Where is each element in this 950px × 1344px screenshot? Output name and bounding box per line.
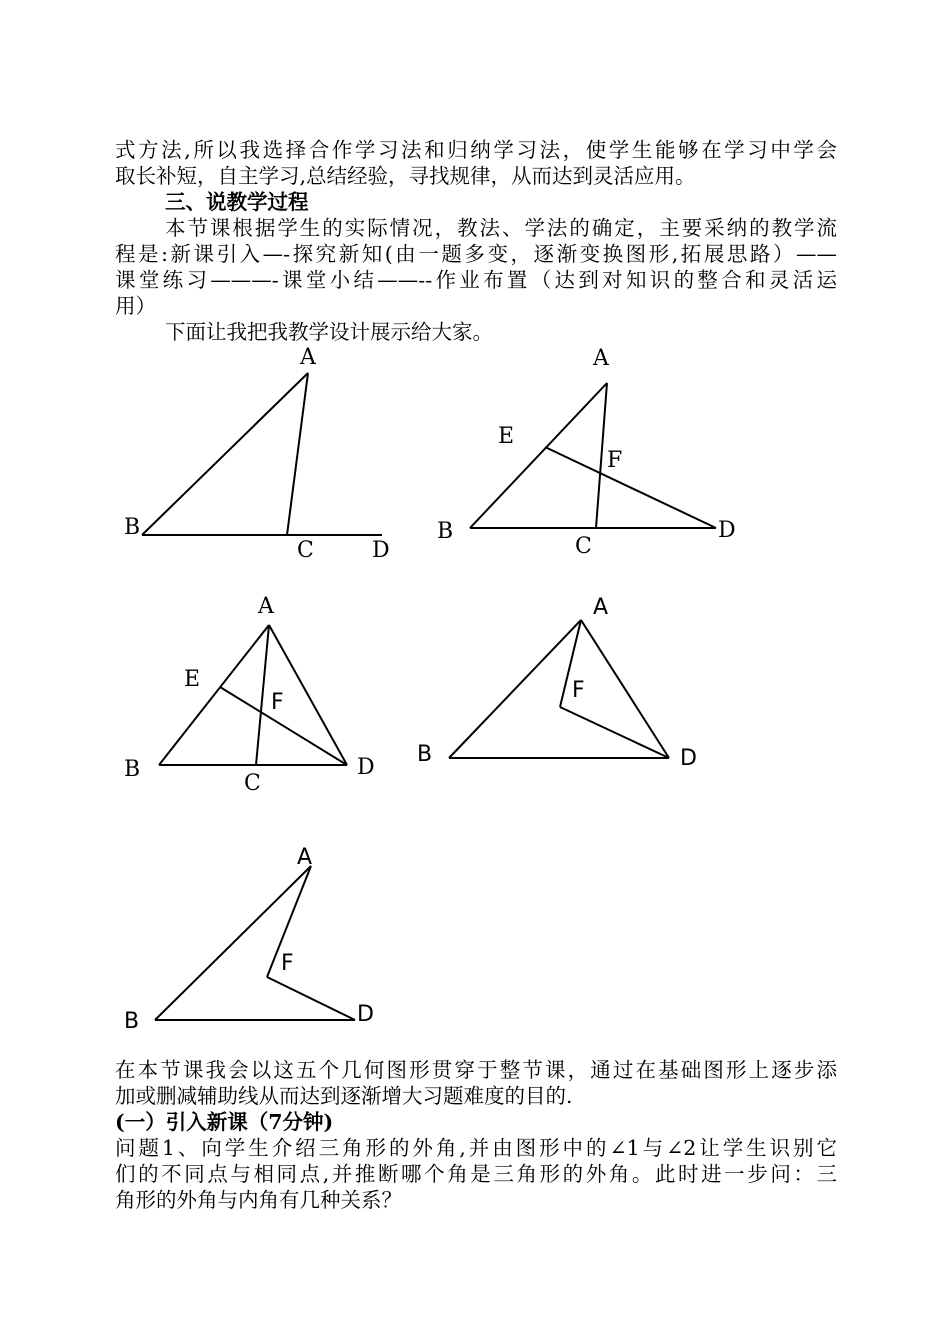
- process-line-3: 课堂练习———-课堂小结——-‑作业布置（达到对知识的整合和灵活运: [115, 268, 837, 292]
- fig2-label-a: A: [593, 346, 609, 371]
- fig1-label-a: A: [300, 345, 316, 370]
- subsection-heading: (一）引入新课（7分钟): [115, 1110, 334, 1134]
- fig3-label-a: A: [258, 594, 274, 619]
- section-heading: 三、说教学过程: [165, 190, 309, 214]
- fig4-label-b: B: [417, 742, 433, 767]
- fig2-line-ac: [596, 383, 607, 528]
- figure-2: [437, 346, 736, 559]
- fig5-label-d: D: [357, 1002, 374, 1027]
- fig5-line-fd: [267, 977, 355, 1020]
- fig1-label-b: B: [124, 515, 141, 540]
- fig5-label-f: F: [281, 951, 294, 976]
- fig1-line-ab: [142, 373, 308, 535]
- fig1-label-d: D: [372, 538, 390, 563]
- question-line-3: 角形的外角与内角有几种关系？: [115, 1188, 402, 1212]
- question-line-1: 问题1、向学生介绍三角形的外角,并由图形中的∠1与∠2让学生识别它: [115, 1136, 837, 1160]
- fig2-label-e: E: [498, 424, 515, 449]
- fig3-label-e: E: [184, 667, 201, 692]
- fig4-line-ab: [449, 620, 581, 758]
- show-design-line: 下面让我把我教学设计展示给大家。: [165, 320, 493, 344]
- fig2-line-ed: [545, 447, 716, 528]
- fig4-label-a: A: [593, 595, 609, 620]
- fig1-label-c: C: [297, 538, 314, 563]
- fig2-label-f: F: [607, 448, 623, 473]
- intro-line-1: 式方法,所以我选择合作学习法和归纳学习法，使学生能够在学习中学会: [115, 138, 837, 162]
- fig4-label-f: F: [572, 678, 585, 703]
- fig1-line-ac: [287, 373, 308, 535]
- fig3-label-c: C: [244, 771, 261, 796]
- figure-1: [124, 345, 390, 563]
- process-line-1: 本节课根据学生的实际情况，教法、学法的确定，主要采纳的教学流: [165, 216, 837, 240]
- fig5-label-b: B: [124, 1009, 140, 1034]
- process-line-4: 用）: [115, 294, 156, 318]
- figure-5: [124, 845, 374, 1034]
- fig3-line-ac: [256, 625, 269, 765]
- fig5-label-a: A: [297, 845, 313, 870]
- fig2-label-b: B: [437, 519, 454, 544]
- fig2-label-d: D: [718, 518, 736, 543]
- figure-3: [124, 594, 375, 796]
- process-line-2: 程是:新课引入—-探究新知(由一题多变，逐渐变换图形,拓展思路）——: [115, 242, 837, 266]
- after-line-2: 加或删减辅助线从而达到逐渐增大习题难度的目的.: [115, 1084, 573, 1108]
- question-line-2: 们的不同点与相同点,并推断哪个角是三角形的外角。此时进一步问：三: [115, 1162, 837, 1186]
- fig2-label-c: C: [575, 534, 592, 559]
- fig3-line-ab: [159, 625, 269, 765]
- fig5-line-ab: [155, 866, 311, 1020]
- after-line-1: 在本节课我会以这五个几何图形贯穿于整节课，通过在基础图形上逐步添: [115, 1058, 837, 1082]
- fig4-label-d: D: [680, 746, 697, 771]
- fig3-label-b: B: [124, 757, 141, 782]
- figure-4: [417, 595, 697, 771]
- fig3-label-d: D: [357, 755, 375, 780]
- fig2-line-ab: [470, 383, 607, 528]
- intro-line-2: 取长补短，自主学习,总结经验，寻找规律，从而达到灵活应用。: [115, 164, 696, 188]
- fig3-label-f: F: [271, 690, 284, 715]
